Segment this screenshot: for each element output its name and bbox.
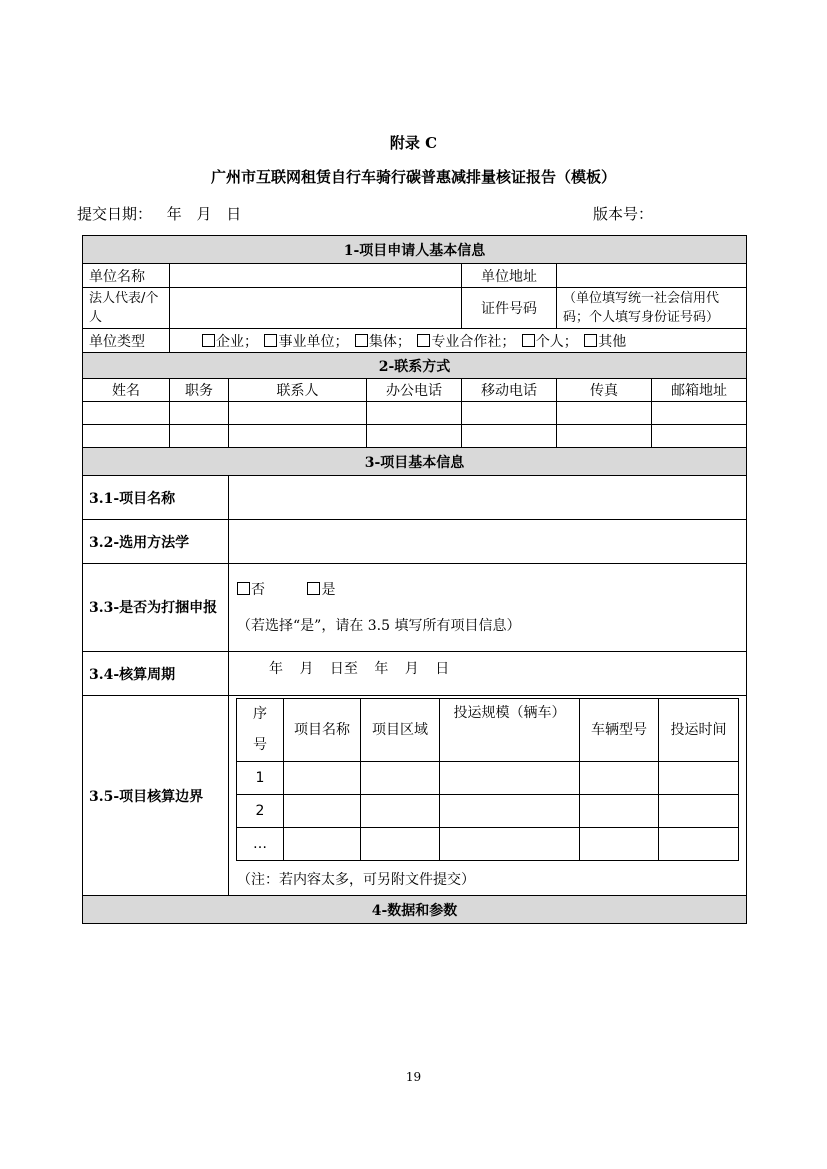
page-number: 19 [405, 1070, 422, 1084]
cert-number-label: 证件号码 [462, 288, 557, 329]
version-number: 版本号： [593, 205, 654, 223]
table-row [237, 828, 739, 861]
unit-type-option-collective[interactable]: 集体； [355, 331, 411, 351]
period-label: 3.4-核算周期 [83, 652, 229, 696]
row-number: … [237, 828, 284, 861]
unit-type-option-cooperative[interactable]: 专业合作社； [417, 331, 515, 351]
unit-name-label: 单位名称 [83, 264, 170, 288]
bundled-option-no[interactable]: 否 [237, 582, 265, 598]
methodology-field[interactable] [229, 520, 747, 564]
boundary-col-project-name: 项目名称 [284, 699, 361, 762]
contact-col-email: 邮箱地址 [652, 379, 747, 402]
methodology-label: 3.2-选用方法学 [83, 520, 229, 564]
contact-cell[interactable] [462, 425, 557, 448]
unit-address-label: 单位地址 [462, 264, 557, 288]
table-cell[interactable] [440, 762, 580, 795]
boundary-col-project-area: 项目区域 [361, 699, 440, 762]
unit-type-options [170, 329, 747, 353]
unit-type-option-enterprise[interactable]: 企业； [202, 331, 258, 351]
table-cell[interactable] [659, 795, 739, 828]
section-1-header: 1-项目申请人基本信息 [83, 236, 747, 264]
contact-col-name: 姓名 [83, 379, 170, 402]
table-row [237, 795, 739, 828]
table-cell[interactable] [659, 828, 739, 861]
boundary-col-scale: 投运规模（辆车） [440, 699, 580, 762]
contact-cell[interactable] [83, 402, 170, 425]
bundled-label: 3.3-是否为打捆申报 [83, 564, 229, 652]
contact-col-fax: 传真 [557, 379, 652, 402]
contact-row [83, 425, 747, 448]
row-number: 1 [237, 762, 284, 795]
section-3-header: 3-项目基本信息 [83, 448, 747, 476]
boundary-col-vehicle-model: 车辆型号 [580, 699, 659, 762]
contact-cell[interactable] [83, 425, 170, 448]
section-2-header: 2-联系方式 [83, 353, 747, 379]
contact-cell[interactable] [367, 425, 462, 448]
checkbox-icon [307, 582, 320, 595]
contact-col-mobile: 移动电话 [462, 379, 557, 402]
unit-type-option-individual[interactable]: 个人； [522, 331, 578, 351]
boundary-col-seq: 序号 [237, 699, 284, 762]
submit-date: 提交日期： 年 月 日 [77, 205, 242, 223]
checkbox-icon [237, 582, 250, 595]
boundary-label: 3.5-项目核算边界 [83, 696, 229, 896]
boundary-col-launch-time: 投运时间 [659, 699, 739, 762]
boundary-note: （注：若内容太多，可另附文件提交） [237, 872, 475, 888]
contact-cell[interactable] [557, 425, 652, 448]
contact-cell[interactable] [229, 425, 367, 448]
report-form [82, 235, 747, 924]
contact-cell[interactable] [170, 425, 229, 448]
legal-rep-label: 法人代表/个人 [83, 288, 170, 329]
contact-col-office-phone: 办公电话 [367, 379, 462, 402]
table-cell[interactable] [284, 795, 361, 828]
contact-cell[interactable] [652, 425, 747, 448]
unit-type-option-other[interactable]: 其他 [584, 331, 626, 351]
unit-type-option-institution[interactable]: 事业单位； [264, 331, 348, 351]
period-field[interactable]: 年 月 日至 年 月 日 [229, 652, 747, 696]
contact-cell[interactable] [652, 402, 747, 425]
contact-row [83, 402, 747, 425]
checkbox-icon [522, 334, 535, 347]
document-title: 广州市互联网租赁自行车骑行碳普惠减排量核证报告（模板） [210, 168, 616, 186]
table-cell[interactable] [580, 795, 659, 828]
cert-number-field[interactable]: （单位填写统一社会信用代码；个人填写身份证号码） [557, 288, 747, 329]
unit-name-field[interactable] [170, 264, 462, 288]
section-4-header: 4-数据和参数 [83, 896, 747, 924]
table-cell[interactable] [659, 762, 739, 795]
project-name-label: 3.1-项目名称 [83, 476, 229, 520]
contact-col-contact: 联系人 [229, 379, 367, 402]
table-cell[interactable] [440, 828, 580, 861]
checkbox-icon [417, 334, 430, 347]
table-cell[interactable] [580, 828, 659, 861]
boundary-table [236, 698, 739, 861]
table-cell[interactable] [361, 828, 440, 861]
contact-cell[interactable] [557, 402, 652, 425]
contact-cell[interactable] [170, 402, 229, 425]
table-cell[interactable] [580, 762, 659, 795]
checkbox-icon [584, 334, 597, 347]
bundled-note: （若选择“是”，请在 3.5 填写所有项目信息） [237, 617, 521, 634]
checkbox-icon [202, 334, 215, 347]
table-row [237, 762, 739, 795]
boundary-field [229, 696, 747, 896]
contact-col-position: 职务 [170, 379, 229, 402]
unit-type-label: 单位类型 [83, 329, 170, 353]
table-cell[interactable] [440, 795, 580, 828]
checkbox-icon [264, 334, 277, 347]
contact-cell[interactable] [367, 402, 462, 425]
table-cell[interactable] [361, 795, 440, 828]
bundled-field [229, 564, 747, 652]
project-name-field[interactable] [229, 476, 747, 520]
appendix-label: 附录 C [389, 134, 438, 152]
checkbox-icon [355, 334, 368, 347]
contact-cell[interactable] [229, 402, 367, 425]
table-cell[interactable] [284, 762, 361, 795]
table-cell[interactable] [361, 762, 440, 795]
row-number: 2 [237, 795, 284, 828]
bundled-option-yes[interactable]: 是 [307, 582, 335, 598]
table-cell[interactable] [284, 828, 361, 861]
legal-rep-field[interactable] [170, 288, 462, 329]
unit-address-field[interactable] [557, 264, 747, 288]
contact-cell[interactable] [462, 402, 557, 425]
